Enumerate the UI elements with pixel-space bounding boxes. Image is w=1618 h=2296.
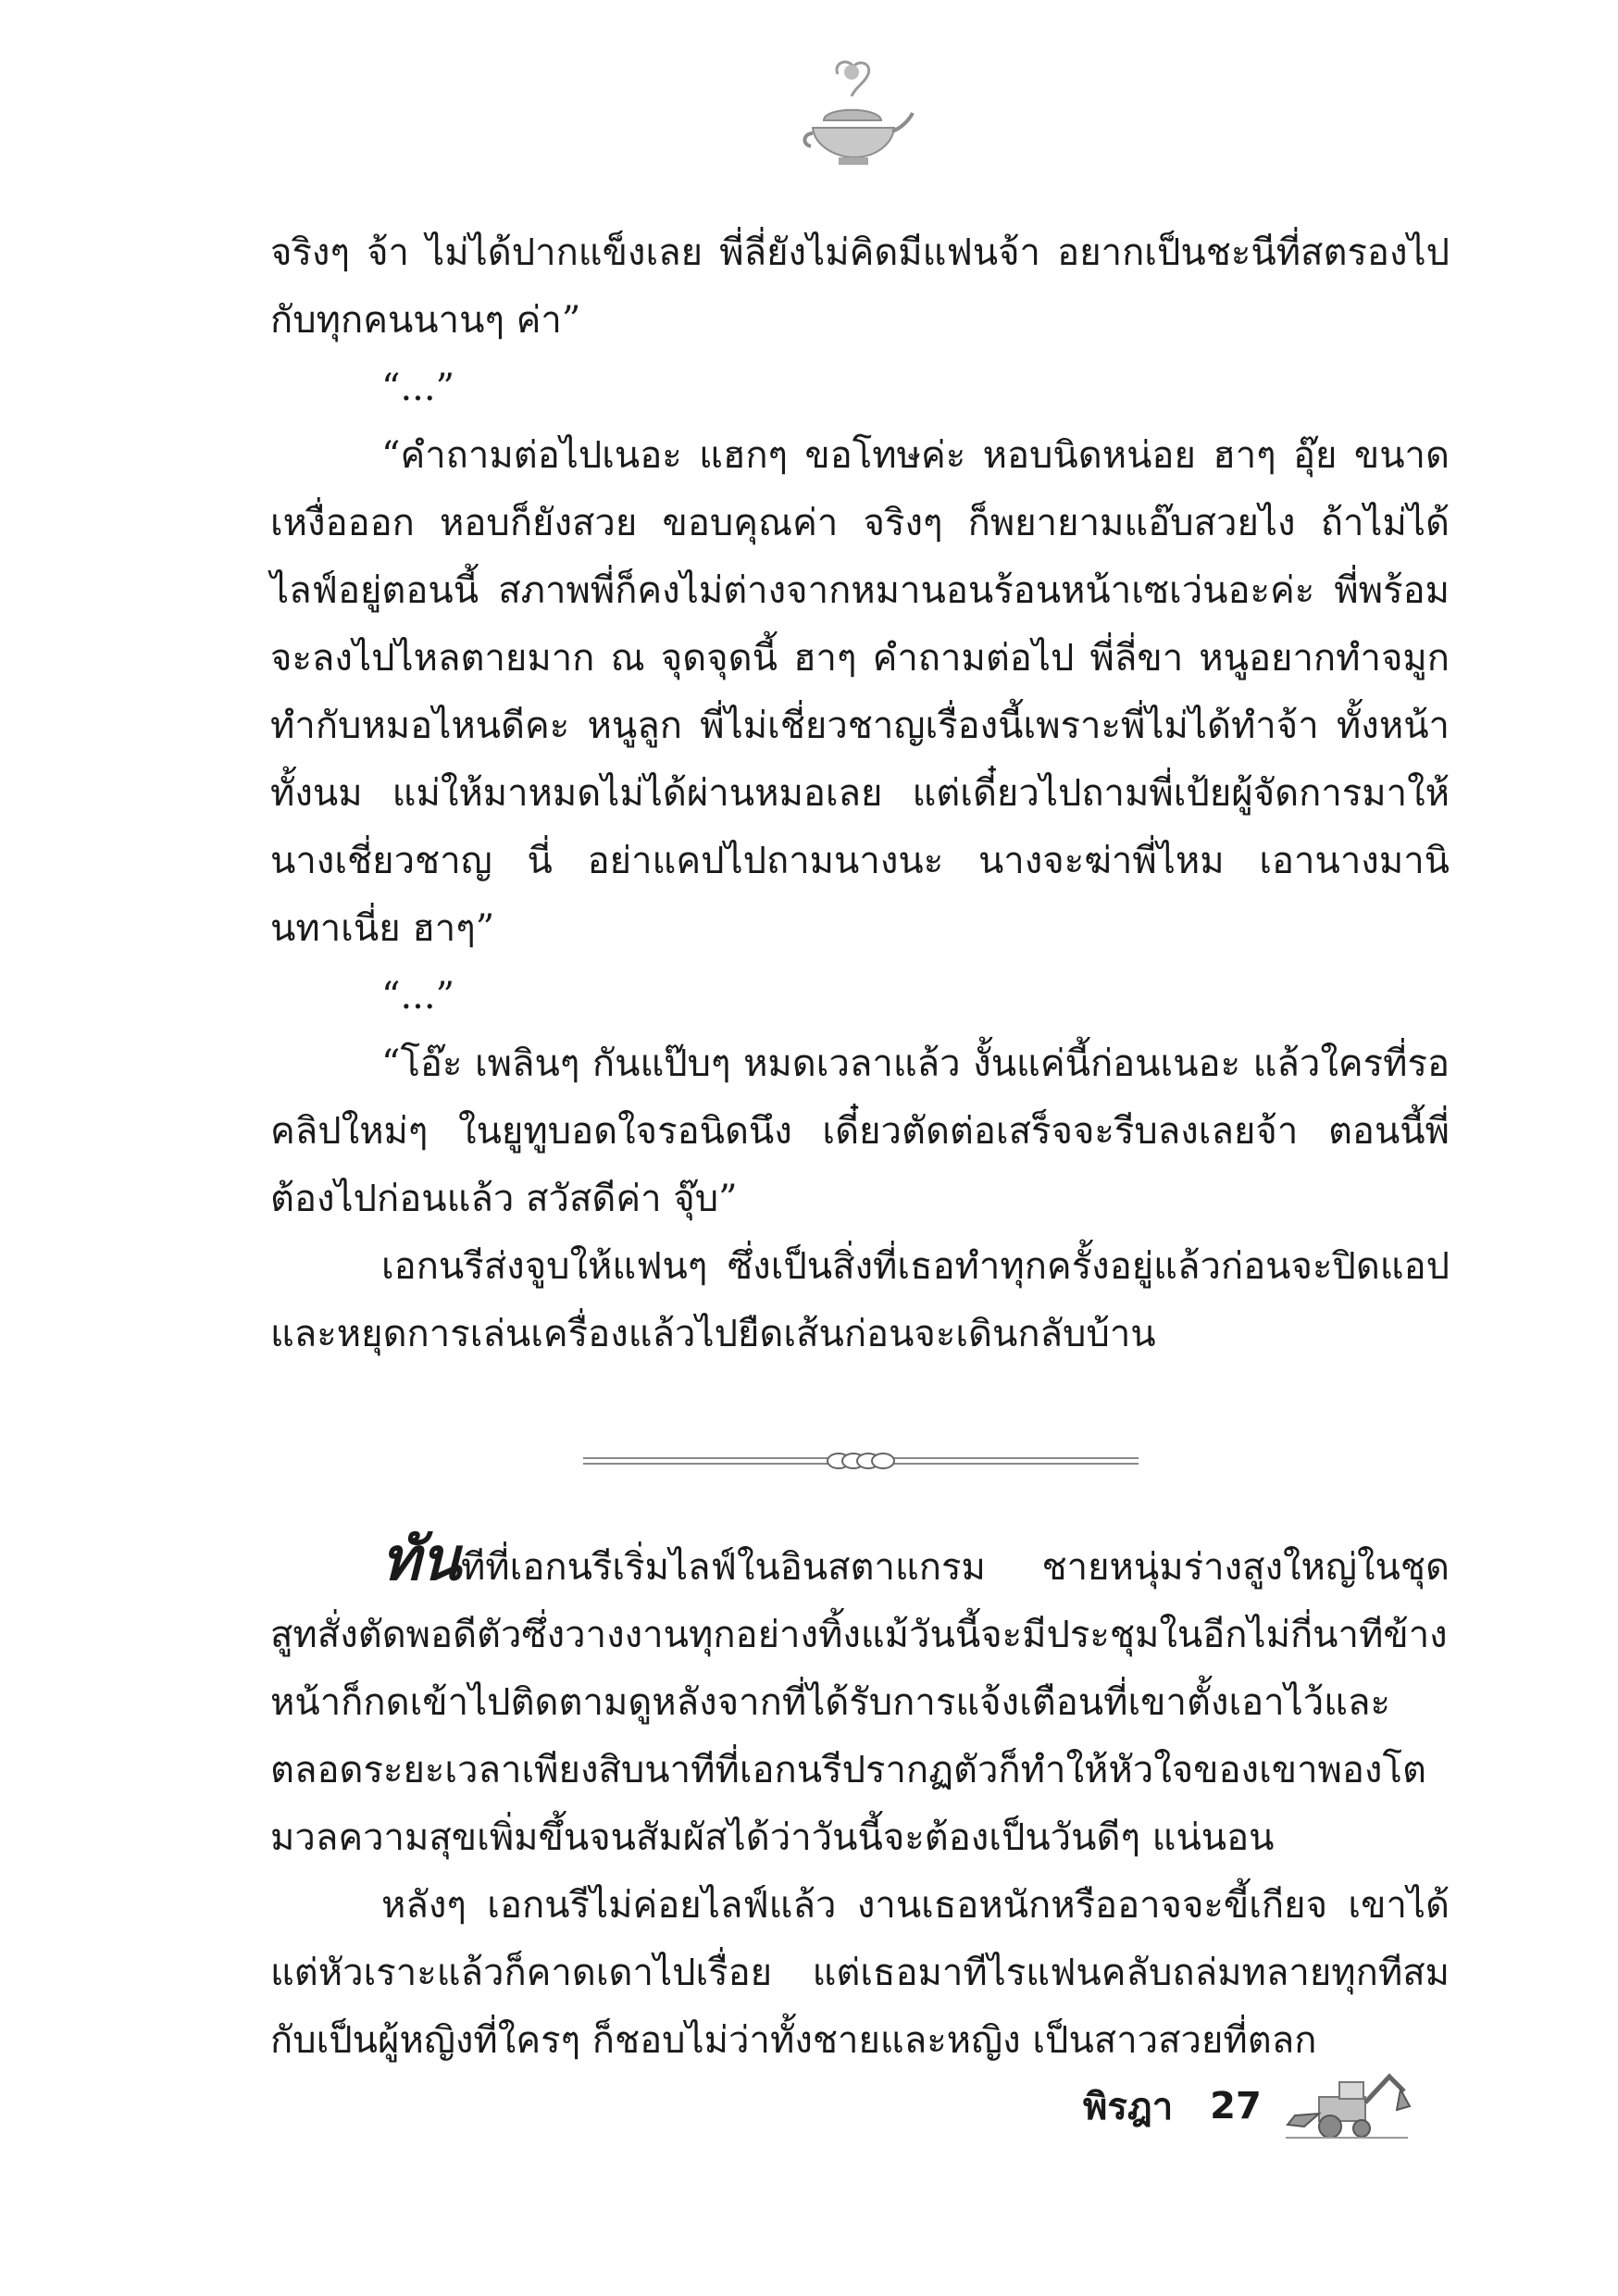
paragraph-text: ทีที่เอกนรีเริ่มไลฟ์ในอินสตาแกรม ชายหนุ่มร่างสูงใหญ่ในชุดสูทสั่งตัดพอดีตัวซึ่งวางงานทุกอย่างทิ้งแม้วันนี้จะมีประชุมในอีกไม่กี่นาทีข้างหน้าก็กดเข้าไปติดตามดูหลังจากที่ได้รับการแจ้งเตือนที่เขาตั้งเอาไว้และตลอดระยะเวลาเพียงสิบนาทีที่เอกนรีปรากฏตัวก็ทำให้หัวใจของเขาพองโต มวลความสุขเพิ่มขึ้นจนสัมผัสได้ว่าวันนี้จะต้องเป็นวันดีๆ แน่นอน — [270, 1546, 1450, 1859]
paragraph: “โอ๊ะ เพลินๆ กันแป๊บๆ หมดเวลาแล้ว งั้นแค่นี้ก่อนเนอะ แล้วใครที่รอคลิปใหม่ๆ ในยูทูบอดใจรอนิดนึง เดี๋ยวตัดต่อเสร็จจะรีบลงเลยจ้า ตอนนี้พี่ต้องไปก่อนแล้ว สวัสดีค่า จุ๊บ” — [270, 1042, 1450, 1220]
paragraph: หลังๆ เอกนรีไม่ค่อยไลฟ์แล้ว งานเธอหนักหรืออาจจะขี้เกียจ เขาได้แต่หัวเราะแล้วก็คาดเดาไปเรื่อย แต่เธอมาทีไรแฟนคลับถล่มทลายทุกทีสมกับเป็นผู้หญิงที่ใครๆ ก็ชอบไม่ว่าทั้งชายและหญิง เป็นสาวสวยที่ตลก — [270, 1884, 1450, 2062]
page-footer — [1083, 2074, 1412, 2139]
section-divider — [583, 1447, 1139, 1475]
paragraph: จริงๆ จ้า ไม่ได้ปากแข็งเลย พี่ลี่ยังไม่คิดมีแฟนจ้า อยากเป็นชะนีที่สตรองไปกับทุกคนนานๆ ค่า” — [270, 231, 1450, 342]
paragraph: “คำถามต่อไปเนอะ แฮกๆ ขอโทษค่ะ หอบนิดหน่อย ฮาๆ อุ๊ย ขนาดเหงื่อออก หอบก็ยังสวย ขอบคุณค่า จริงๆ ก็พยายามแอ๊บสวยไง ถ้าไม่ได้ไลฟ์อยู่ตอนนี้ สภาพพี่ก็คงไม่ต่างจากหมานอนร้อนหน้าเซเว่นอะค่ะ พี่พร้อมจะลงไปไหลตายมาก ณ จุดจุดนี้ ฮาๆ คำถามต่อไป พี่ลี่ขา หนูอยากทำจมูกทำกับหมอไหนดีคะ หนูลูก พี่ไม่เชี่ยวชาญเรื่องนี้เพราะพี่ไม่ได้ทำจ้า ทั้งหน้าทั้งนม แม่ให้มาหมดไม่ได้ผ่านหมอเลย แต่เดี๋ยวไปถามพี่เป้ยผู้จัดการมาให้ นางเชี่ยวชาญ นี่ อย่าแคปไปถามนางนะ นางจะฆ่าพี่ไหม เอานางมานินทาเนี่ย ฮาๆ” — [270, 434, 1450, 950]
genie-lamp-icon — [796, 56, 916, 176]
decorated-initial: ทัน — [381, 1525, 461, 1594]
knot-ornament-icon — [828, 1454, 894, 1468]
ellipsis-line: “...” — [381, 975, 455, 1017]
text-block-1 — [270, 219, 1450, 1368]
paragraph: เอกนรีส่งจูบให้แฟนๆ ซึ่งเป็นสิ่งที่เธอทำทุกครั้งอยู่แล้วก่อนจะปิดแอป และหยุดการเล่นเครื่องแล้วไปยืดเส้นก่อนจะเดินกลับบ้าน — [270, 1245, 1450, 1355]
paragraph — [270, 1526, 1450, 1872]
page-number: 27 — [1210, 2085, 1262, 2128]
text-block-2 — [270, 1526, 1450, 2075]
ellipsis-line: “...” — [381, 367, 455, 409]
backhoe-icon — [1282, 2069, 1412, 2143]
author-name: พิรฎา — [1083, 2086, 1174, 2128]
